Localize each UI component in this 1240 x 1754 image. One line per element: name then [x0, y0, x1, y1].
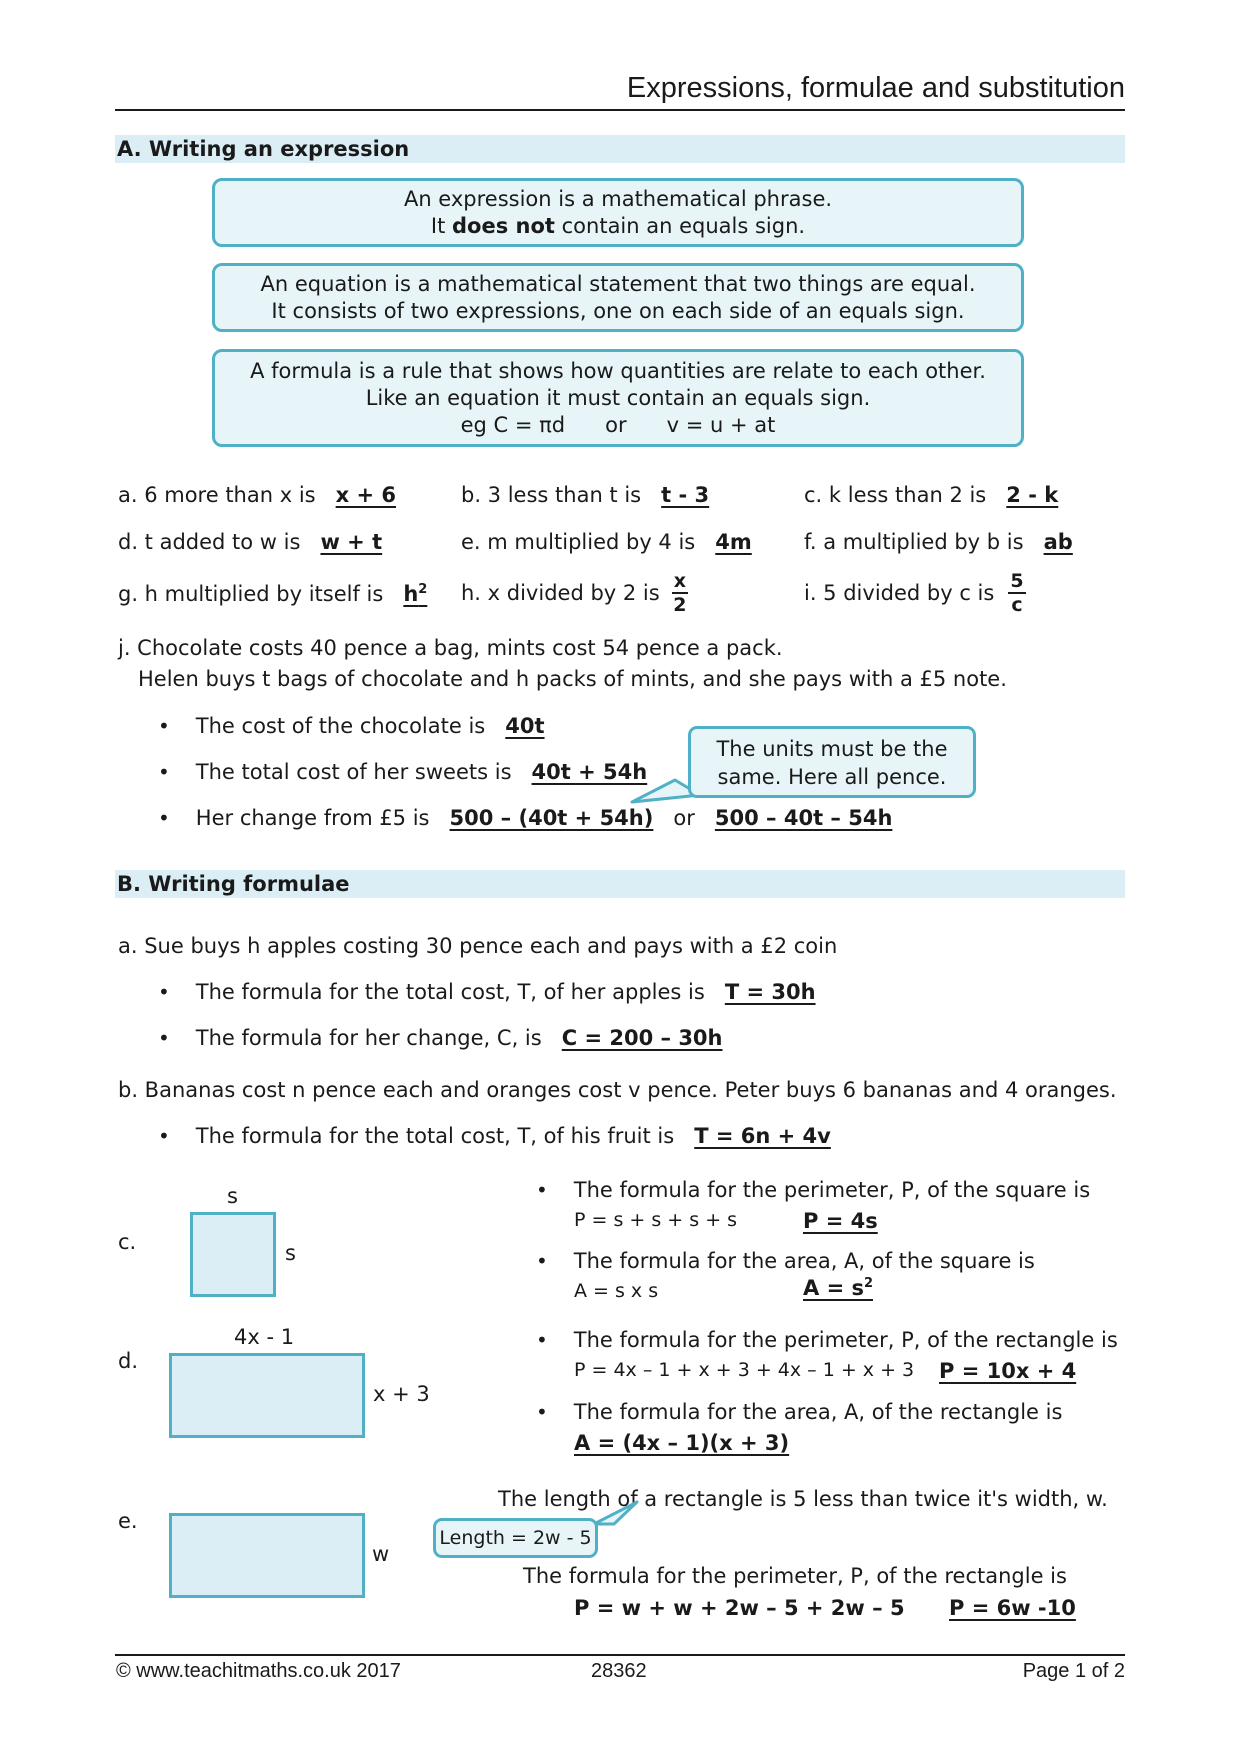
answer: T = 30h: [724, 980, 816, 1004]
fraction-answer: $\frac{5}{c}$: [1010, 570, 1024, 616]
rectangle-shape: [169, 1513, 365, 1598]
answer: w + t: [320, 530, 383, 554]
working: P = 4x – 1 + x + 3 + 4x – 1 + x + 3: [574, 1359, 915, 1381]
bullet-item: • The total cost of her sweets is 40t + 54h: [158, 760, 648, 784]
section-b-heading: B. Writing formulae: [115, 870, 1125, 898]
question-d: d. t added to w is w + t: [118, 530, 383, 554]
box-line: It consists of two expressions, one on each side of an equals sign.: [271, 299, 965, 323]
definition-box-expression: [212, 178, 1024, 247]
answer: $h^2$: [403, 582, 428, 606]
question-a: a. 6 more than x is x + 6: [118, 483, 397, 507]
footer-rule: [115, 1654, 1125, 1656]
bullet-item: • The formula for her change, C, is C = 200 – 30h: [158, 1026, 723, 1050]
bullet-item: • The formula for the area, A, of the rectangle is: [536, 1400, 1063, 1424]
working: A = s x s: [574, 1280, 659, 1302]
box-line: [215, 412, 1021, 439]
square-shape: [190, 1212, 276, 1297]
answer: ab: [1043, 530, 1073, 554]
answer: t - 3: [661, 483, 710, 507]
working: P = w + w + 2w – 5 + 2w – 5: [574, 1596, 905, 1620]
box-line: Like an equation it must contain an equals sign.: [365, 386, 871, 410]
formula-example: v = u + at: [666, 413, 776, 437]
answer: 500 – (40t + 54h): [449, 806, 654, 830]
question-g: g. h multiplied by itself is $h^2$: [118, 582, 428, 606]
bullet-item: • Her change from £5 is 500 – (40t + 54h) or 500 – 40t – 54h: [158, 806, 893, 830]
shape-dimension: w: [372, 1542, 390, 1566]
bullet-item: • The formula for the perimeter, P, of the rectangle is: [536, 1328, 1118, 1352]
units-callout: The units must be the same. Here all pence.: [688, 726, 976, 798]
question-j-line1: j. Chocolate costs 40 pence a bag, mints cost 54 pence a pack.: [118, 636, 783, 660]
shape-dimension: x + 3: [373, 1382, 430, 1406]
answer: 40t: [505, 714, 545, 738]
answer: 4m: [715, 530, 752, 554]
question-label: e.: [118, 1509, 138, 1533]
fraction-answer: $\frac{x}{2}$: [673, 570, 687, 616]
box-line: It does not contain an equals sign.: [430, 214, 806, 238]
question-h: h. x divided by 2 is $\frac{x}{2}$: [461, 570, 687, 616]
box-line: An equation is a mathematical statement that two things are equal.: [260, 272, 976, 296]
box-line: A formula is a rule that shows how quantities are relate to each other.: [250, 359, 986, 383]
answer: 40t + 54h: [531, 760, 648, 784]
footer-code: 28362: [591, 1660, 647, 1682]
header-rule: [115, 109, 1125, 111]
question-c: c. k less than 2 is 2 - k: [804, 483, 1059, 507]
definition-box-equation: [212, 263, 1024, 332]
bullet-item: • The formula for the total cost, T, of her apples is T = 30h: [158, 980, 816, 1004]
bullet-item: • The formula for the area, A, of the square is: [536, 1249, 1035, 1273]
box-line: An expression is a mathematical phrase.: [403, 187, 833, 211]
answer: C = 200 – 30h: [561, 1026, 723, 1050]
question-label: d.: [118, 1349, 139, 1373]
answer: P = 4s: [803, 1209, 878, 1233]
question-e: e. m multiplied by 4 is 4m: [461, 530, 752, 554]
question-j-line2: Helen buys t bags of chocolate and h packs of mints, and she pays with a £5 note.: [138, 667, 1007, 691]
bullet-item: • The formula for the perimeter, P, of the square is: [536, 1178, 1091, 1202]
answer: P = 10x + 4: [939, 1359, 1077, 1383]
answer: A = (4x – 1)(x + 3): [574, 1431, 790, 1455]
rectangle-shape: [169, 1353, 365, 1438]
shape-dimension: s: [285, 1241, 296, 1265]
section-a-heading: A. Writing an expression: [115, 135, 1125, 163]
page-title: Expressions, formulae and substitution: [626, 72, 1125, 104]
definition-box-formula: [212, 349, 1024, 447]
length-callout: Length = 2w - 5: [433, 1518, 598, 1558]
answer: T = 6n + 4v: [694, 1124, 831, 1148]
page-number: Page 1 of 2: [1022, 1660, 1125, 1682]
shape-dimension: 4x - 1: [234, 1325, 295, 1349]
question-label: c.: [118, 1230, 137, 1254]
question-f: f. a multiplied by b is ab: [804, 530, 1073, 554]
answer: 500 – 40t – 54h: [714, 806, 893, 830]
question-b-a: a. Sue buys h apples costing 30 pence each and pays with a £2 coin: [118, 934, 838, 958]
bullet-item: • The formula for the total cost, T, of his fruit is T = 6n + 4v: [158, 1124, 831, 1148]
formula-example: eg C = πd: [460, 413, 566, 437]
bullet-item: • The cost of the chocolate is 40t: [158, 714, 545, 738]
question-e-text: The formula for the perimeter, P, of the rectangle is: [523, 1564, 1067, 1588]
answer: $A = s^2$: [803, 1276, 874, 1300]
question-i: i. 5 divided by c is $\frac{5}{c}$: [804, 570, 1024, 616]
answer: P = 6w -10: [949, 1596, 1076, 1620]
or-text: or: [605, 413, 627, 437]
answer: x + 6: [335, 483, 397, 507]
question-e-text: The length of a rectangle is 5 less than twice it's width, w.: [498, 1487, 1108, 1511]
working: P = s + s + s + s: [574, 1209, 738, 1231]
answer: 2 - k: [1006, 483, 1059, 507]
callout-pointer: [590, 1500, 650, 1530]
question-b-b: b. Bananas cost n pence each and oranges cost v pence. Peter buys 6 bananas and 4 oranges.: [118, 1078, 1117, 1102]
footer-copyright: © www.teachitmaths.co.uk 2017: [116, 1660, 401, 1682]
question-b: b. 3 less than t is t - 3: [461, 483, 710, 507]
shape-dimension: s: [227, 1184, 238, 1208]
